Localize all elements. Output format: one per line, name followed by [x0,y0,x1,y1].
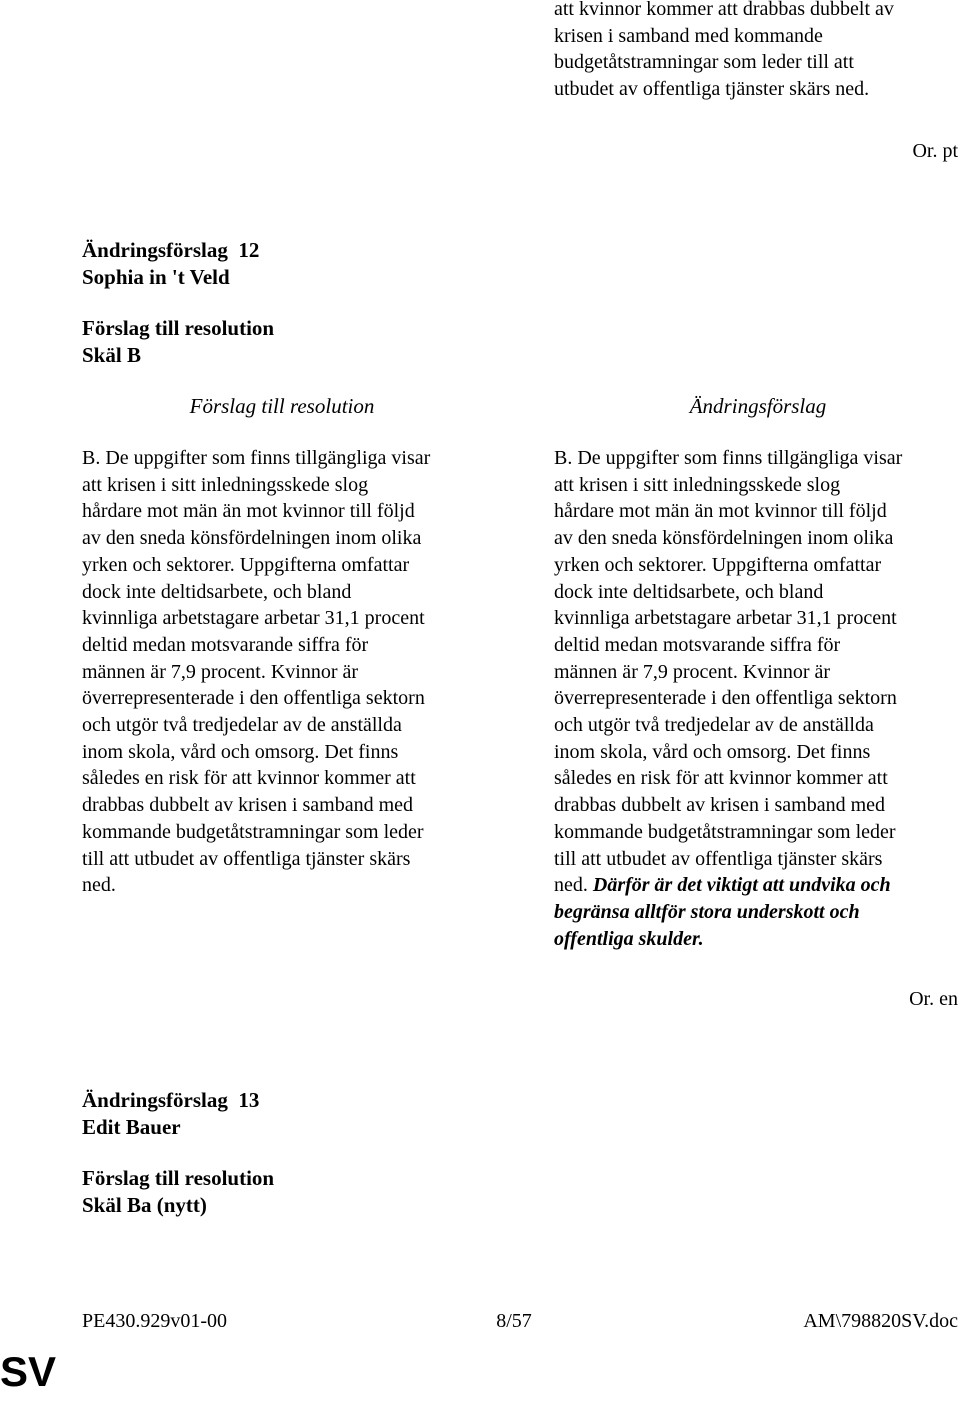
right-line: inom skola, vård och omsorg. Det finns [554,740,871,763]
amendment-13-title: Ändringsförslag 13 [82,1088,260,1112]
footer-file-ref: AM\798820SV.doc [803,1310,958,1332]
right-line: yrken och sektorer. Uppgifterna omfattar [554,553,882,576]
left-column-text [82,445,482,899]
right-line: B. De uppgifter som finns tillgängliga visar [554,447,903,469]
right-line-mixed [554,872,954,899]
right-line: till att utbudet av offentliga tjänster skärs [554,847,883,870]
right-line-plain: ned. [554,874,593,897]
left-column-header: Förslag till resolution [189,394,375,418]
added-text: offentliga skulder. [554,927,704,950]
amendment-12-author: Sophia in 't Veld [82,265,230,289]
left-line: av den sneda könsfördelningen inom olika [82,527,422,550]
carryover-line: krisen i samband med kommande [554,24,823,47]
right-line: männen är 7,9 procent. Kvinnor är [554,660,831,683]
right-line: och utgör två tredjedelar av de anställda [554,714,874,737]
left-line: drabbas dubbelt av krisen i samband med [82,794,414,817]
right-column-header: Ändringsförslag [689,394,827,418]
left-line: inom skola, vård och omsorg. Det finns [82,740,399,763]
carryover-line: att kvinnor kommer att drabbas dubbelt av [554,0,894,20]
footer-page-number: 8/57 [496,1310,532,1332]
left-line: kommande budgetåtstramningar som leder [82,820,424,843]
added-text: begränsa alltför stora underskott och [554,900,860,923]
carryover-line: budgetåtstramningar som leder till att [554,51,854,74]
original-language-pt: Or. pt [912,140,958,162]
right-line: av den sneda könsfördelningen inom olika [554,527,894,550]
right-line: hårdare mot män än mot kvinnor till följd [554,500,887,523]
amendment-12-title: Ändringsförslag 12 [82,238,260,262]
left-line: kvinnliga arbetstagare arbetar 31,1 procent [82,607,425,630]
right-line: deltid medan motsvarande siffra för [554,633,841,656]
amendment-12-document: Förslag till resolution [82,316,275,340]
right-line: således en risk för att kvinnor kommer att [554,767,888,790]
left-line: dock inte deltidsarbete, och bland [82,580,352,603]
left-line: yrken och sektorer. Uppgifterna omfattar [82,553,410,576]
left-line: och utgör två tredjedelar av de anställda [82,714,402,737]
left-line: männen är 7,9 procent. Kvinnor är [82,660,359,683]
right-line: drabbas dubbelt av krisen i samband med [554,794,886,817]
amendment-13-author: Edit Bauer [82,1115,181,1139]
left-line: till att utbudet av offentliga tjänster skärs [82,847,411,870]
carryover-text [554,0,954,103]
left-line: således en risk för att kvinnor kommer att [82,767,416,790]
right-line: överrepresenterade i den offentliga sektorn [554,687,897,710]
right-column-text [554,445,954,952]
amendment-13-section: Skäl Ba (nytt) [82,1193,207,1217]
right-line: dock inte deltidsarbete, och bland [554,580,824,603]
right-line: kvinnliga arbetstagare arbetar 31,1 procent [554,607,897,630]
right-line: att krisen i sitt inledningsskede slog [554,473,841,496]
left-line: att krisen i sitt inledningsskede slog [82,473,369,496]
left-line: deltid medan motsvarande siffra för [82,633,369,656]
left-line: ned. [82,874,116,897]
carryover-line: utbudet av offentliga tjänster skärs ned. [554,78,870,101]
left-line: B. De uppgifter som finns tillgängliga visar [82,447,431,469]
left-line: överrepresenterade i den offentliga sektorn [82,687,425,710]
added-text: Därför är det viktigt att undvika och [592,874,891,897]
language-code: SV [0,1348,57,1395]
amendment-13-document: Förslag till resolution [82,1166,275,1190]
left-line: hårdare mot män än mot kvinnor till följd [82,500,415,523]
original-language-en: Or. en [909,988,958,1010]
right-line: kommande budgetåtstramningar som leder [554,820,896,843]
amendment-12-section: Skäl B [82,343,141,367]
footer-doc-ref: PE430.929v01-00 [82,1310,227,1332]
